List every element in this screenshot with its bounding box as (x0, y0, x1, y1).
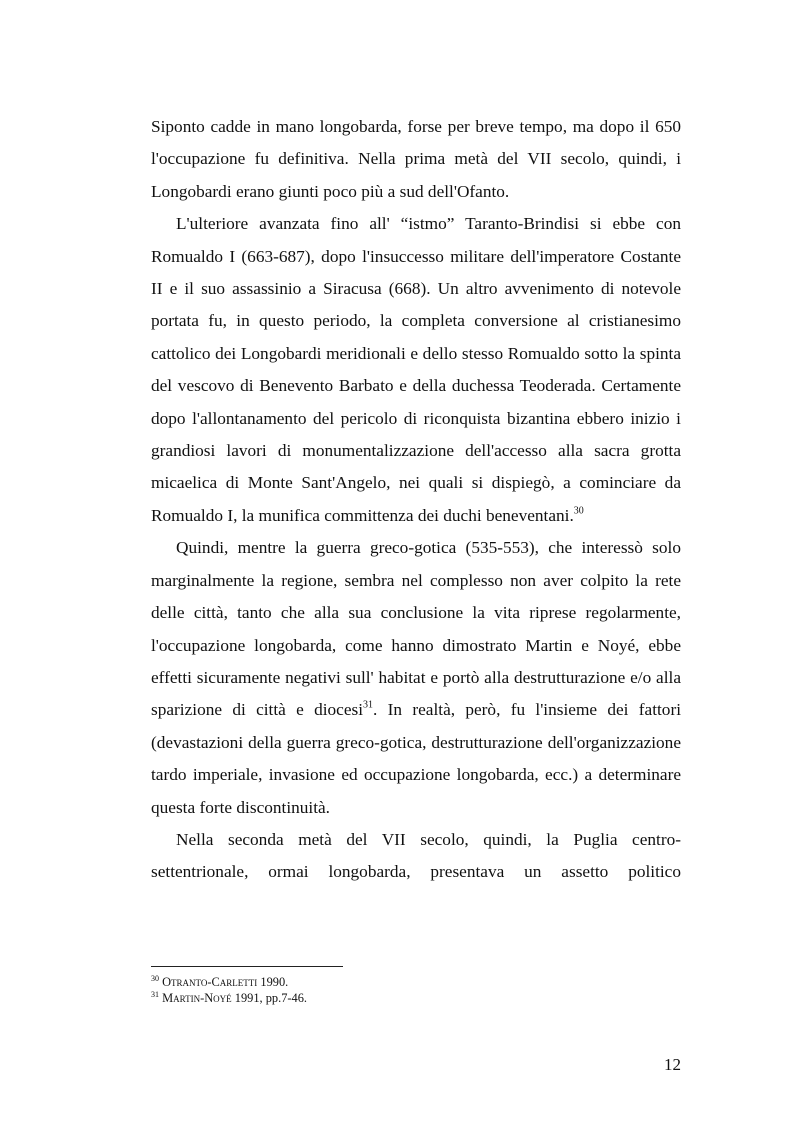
footnote-30 (151, 974, 681, 990)
paragraph-3-text-before: Quindi, mentre la guerra greco-gotica (535-553), che interessò solo marginalmente la regione, sembra nel complesso non aver colpito la rete delle città, tanto che alla sua conclusione la vita riprese regolarmente, l'occupazione longobarda, come hanno dimostrato Martin e Noyé, ebbe effetti sicuramente negativi sull' habitat e portò alla destrutturazione e/o alla sparizione di città e diocesi (151, 538, 681, 720)
footnote-number: 31 (151, 990, 159, 1000)
footnote-number: 30 (151, 974, 159, 984)
footnote-31 (151, 990, 681, 1006)
main-text (151, 111, 681, 889)
paragraph-2-text: L'ulteriore avanzata fino all' “istmo” Taranto-Brindisi si ebbe con Romualdo I (663-687), dopo l'insuccesso militare dell'imperatore Costante II e il suo assassinio a Siracusa (668). Un altro avvenimento di notevole portata fu, in questo periodo, la completa conversione al cristianesimo cattolico dei Longobardi meridionali e dello stesso Romualdo sotto la spinta del vescovo di Benevento Barbato e della duchessa Teoderada. Certamente dopo l'allontanamento del pericolo di riconquista bizantina ebbero inizio i grandiosi lavori di monumentalizzazione dell'accesso alla sacra grotta micaelica di Monte Sant'Angelo, nei quali si dispiegò, a cominciare da Romualdo I, la munifica committenza dei duchi beneventani. (151, 214, 681, 525)
paragraph-2 (151, 208, 681, 532)
paragraph-4-text: Nella seconda metà del VII secolo, quindi, la Puglia centro-settentrionale, ormai longobarda, presentava un assetto politico (151, 829, 681, 882)
paragraph-3 (151, 532, 681, 824)
footnote-citation: 1991, pp.7-46. (231, 991, 308, 1005)
footnote-author: Martin-Noyé (162, 991, 232, 1005)
footnote-author: Otranto-Carletti (162, 975, 258, 989)
paragraph-3-text-after: . In realtà, però, fu l'insieme dei fattori (devastazioni della guerra greco-gotica, destrutturazione dell'organizzazione tardo imperiale, invasione ed occupazione longobarda, ecc.) a determinare questa forte discontinuità. (151, 700, 681, 817)
footnotes (151, 974, 681, 1006)
paragraph-1-text: Siponto cadde in mano longobarda, forse per breve tempo, ma dopo il 650 l'occupazione fu definitiva. Nella prima metà del VII secolo, quindi, i Longobardi erano giunti poco più a sud dell'Ofanto. (151, 117, 681, 201)
footnote-ref-31: 31 (363, 699, 374, 711)
footnote-citation: 1990. (257, 975, 289, 989)
paragraph-1 (151, 111, 681, 208)
footnote-separator (151, 966, 343, 967)
paragraph-4 (151, 824, 681, 889)
page-number: 12 (664, 1055, 681, 1074)
footnote-ref-30: 30 (573, 505, 584, 517)
